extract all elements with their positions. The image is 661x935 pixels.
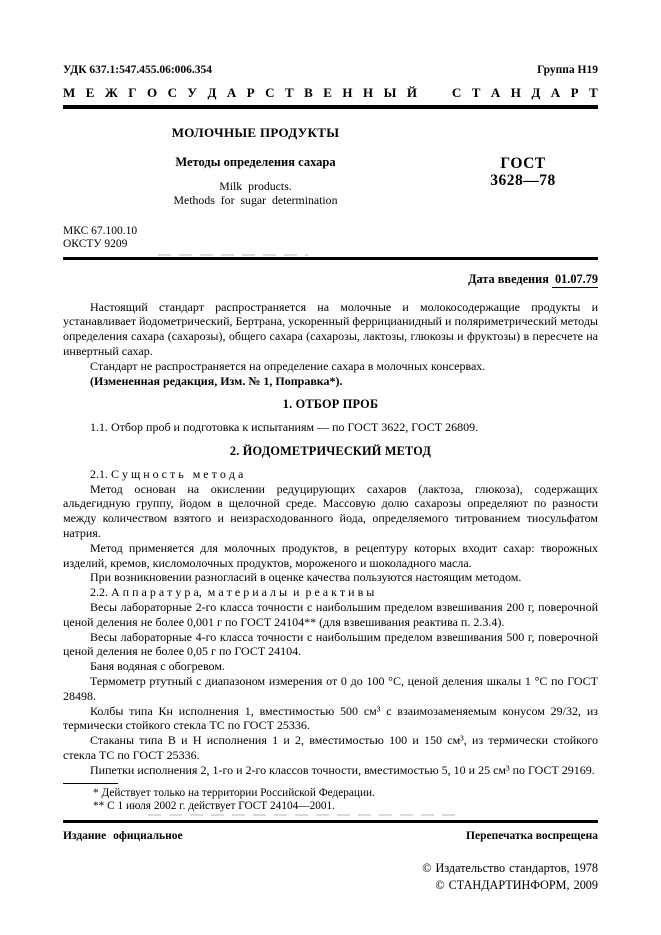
gost-designation xyxy=(448,109,598,207)
equipment-paragraph: Весы лабораторные 2-го класса точности с наибольшим пределом взвешивания 200 г, поверочной ценой деления не более 0,001 г по ГОСТ 24104** (для взвешивания реактива п. 2.3.4). xyxy=(63,599,598,629)
copyright-line: © СТАНДАРТИНФОРМ, 2009 xyxy=(435,877,598,892)
equipment-paragraph: Колбы типа Кн исполнения 1, вместимостью 500 см³ с взаимозаменяемым конусом 29/32, из термически стойкого стекла ТС по ГОСТ 25336. xyxy=(63,703,598,733)
copyright-line: © Издательство стандартов, 1978 xyxy=(422,861,598,876)
section-2-heading: 2. ЙОДОМЕТРИЧЕСКИЙ МЕТОД xyxy=(229,443,432,458)
equipment-paragraph: Баня водяная с обогревом. xyxy=(90,659,225,674)
date-value: 01.07.79 xyxy=(552,272,598,288)
codes-block xyxy=(63,225,598,251)
title-en-line2: Methods for sugar determination xyxy=(173,192,338,207)
document-body xyxy=(63,300,598,778)
standard-type-heading: М Е Ж Г О С У Д А Р С Т В Е Н Н Ы Й С Т А Н Д А Р Т xyxy=(63,85,598,100)
amendment-note: (Измененная редакция, Изм. № 1, Поправка*). xyxy=(90,373,343,388)
group-code: Группа Н19 xyxy=(537,64,598,76)
footer-rule xyxy=(63,820,598,823)
intro-paragraph: Стандарт не распространяется на определение сахара в молочных консервах. xyxy=(90,358,486,373)
equipment-paragraph: Пипетки исполнения 2, 1-го и 2-го классов точности, вместимостью 5, 10 и 25 см³ по ГОСТ 29169. xyxy=(90,762,595,777)
clause-2-1-paragraph: Метод основан на окислении редуцирующих сахаров (лактоза, глюкоза), содержащих альдегидную группу, йодом в щелочной среде. Массовую долю сахарозы определяют по разности между количеством взятого и неизрасходованного йода, определяемого титрованием тиосульфатом натрия. xyxy=(63,481,598,540)
scan-artifact xyxy=(148,814,458,816)
title-en-line1: Milk products. xyxy=(219,179,292,193)
section-1-heading: 1. ОТБОР ПРОБ xyxy=(282,397,379,412)
copyright-block xyxy=(63,860,598,893)
document-subtitle-ru: Методы определения сахара xyxy=(175,155,336,169)
intro-paragraph: Настоящий стандарт распространяется на молочные и молокосодержащие продукты и устанавливает йодометрический, Бертрана, ускоренный феррицианидный и поляриметрический методы определения сахара (сахарозы), общего сахара (сахарозы, лактозы, глюкозы и фруктозы) в пересчете на инвертный сахар. xyxy=(63,299,598,358)
clause-2-1-heading: 2.1. С у щ н о с т ь м е т о д а xyxy=(90,466,244,481)
reprint-prohibited-label: Перепечатка воспрещена xyxy=(466,830,598,843)
clause-2-1-paragraph: При возникновении разногласий в оценке качества пользуются настоящим методом. xyxy=(90,570,522,585)
section-1-paragraph: 1.1. Отбор проб и подготовка к испытаниям — по ГОСТ 3622, ГОСТ 26809. xyxy=(90,420,479,435)
okstu-code: ОКСТУ 9209 xyxy=(63,237,128,250)
equipment-paragraph: Стаканы типа В и Н исполнения 1 и 2, вместимостью 100 и 150 см³, из термически стойкого стекла ТС по ГОСТ 25336. xyxy=(63,733,598,762)
footnotes-block xyxy=(63,783,598,815)
official-edition-label: Издание официальное xyxy=(63,830,183,843)
section-rule xyxy=(63,257,598,260)
clause-2-2-heading: 2.2. А п п а р а т у р а, м а т е р и а л ы и р е а к т и в ы xyxy=(90,585,375,600)
gost-number: 3628—78 xyxy=(490,172,556,189)
footnote: * Действует только на территории Российской Федерации. xyxy=(93,786,375,799)
footer-row xyxy=(63,830,598,842)
scan-artifact xyxy=(158,254,308,256)
footnote-rule xyxy=(63,783,118,784)
udk-code: УДК 637.1:547.455.06:006.354 xyxy=(63,64,213,76)
title-column xyxy=(63,109,448,207)
date-label: Дата введения xyxy=(468,271,549,286)
equipment-paragraph: Термометр ртутный с диапазоном измерения от 0 до 100 °С, ценой деления шкалы 1 °С по ГОСТ 28498. xyxy=(63,673,598,703)
title-block xyxy=(63,109,598,207)
document-title-en xyxy=(63,180,448,207)
equipment-paragraph: Весы лабораторные 4-го класса точности с наибольшим пределом взвешивания 500 г, поверочной ценой деления не более 0,05 г по ГОСТ 24104. xyxy=(63,629,598,659)
clause-2-1-paragraph: Метод применяется для молочных продуктов, в рецептуру которых входит сахар: творожных изделий, кремов, кисломолочных продуктов, мороженого и шоколадного масла. xyxy=(63,540,598,570)
gost-label: ГОСТ xyxy=(500,155,546,172)
effective-date-row xyxy=(63,272,598,287)
classification-row xyxy=(63,64,598,76)
mks-code: МКС 67.100.10 xyxy=(63,225,138,237)
footnote: ** С 1 июля 2002 г. действует ГОСТ 24104—2001. xyxy=(93,800,335,813)
document-title-ru: МОЛОЧНЫЕ ПРОДУКТЫ xyxy=(171,125,340,140)
